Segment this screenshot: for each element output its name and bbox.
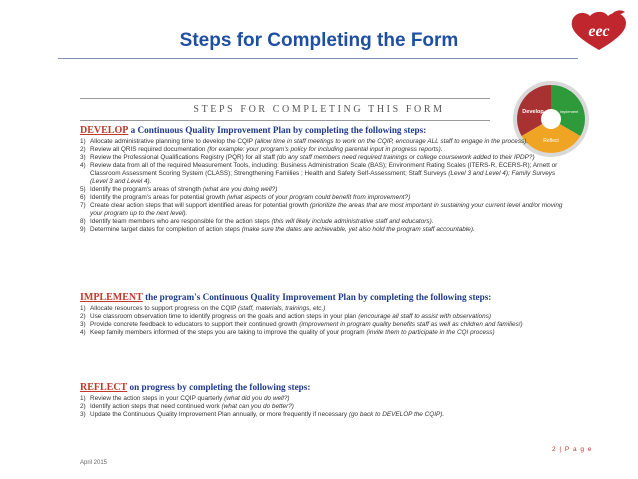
step-item (80, 218, 570, 226)
cycle-reflect-label: Reflect (543, 138, 559, 144)
slide-title: Steps for Completing the Form (179, 30, 459, 51)
step-number: 3) (80, 321, 86, 328)
implement-keyword: IMPLEMENT (80, 292, 143, 303)
step-item (80, 226, 570, 234)
step-item (80, 202, 570, 218)
step-item (80, 305, 570, 313)
step-number: 2) (80, 403, 86, 410)
step-item (80, 186, 570, 194)
step-item (80, 395, 570, 403)
step-text: Provide concrete feedback to educators to support their continued growth (90, 321, 300, 328)
step-item (80, 411, 570, 419)
step-number: 9) (80, 226, 86, 233)
step-text: Create clear action steps that will support identified areas for potential growth (90, 202, 310, 209)
step-note: (what did you do well?) (224, 395, 290, 402)
step-item (80, 329, 570, 337)
step-text: Identify the program's areas for potential growth (90, 194, 227, 201)
document-page (66, 90, 593, 470)
step-note: (go back to DEVELOP the CQIP). (348, 411, 445, 418)
step-number: 1) (80, 395, 86, 402)
reflect-section-heading (80, 382, 310, 393)
step-item (80, 321, 570, 329)
step-text: Allocate resources to support progress on the CQIP (90, 305, 239, 312)
cycle-develop-label: Develop (522, 109, 544, 115)
implement-steps-list (80, 305, 570, 337)
reflect-heading-text: on progress by completing the following steps: (127, 382, 311, 392)
step-text: Review the Professional Qualifications Registry (PQR) for all staff (90, 154, 277, 161)
step-item (80, 154, 570, 162)
step-note: (this will likely include administrative staff and educators). (271, 218, 434, 225)
doc-top-rule (80, 98, 490, 99)
develop-section-heading (80, 125, 426, 136)
step-note: (prioritize the areas that are most important in sustaining your current level and/or moving your program up to the next level). (90, 202, 563, 217)
step-text: Keep family members informed of the steps you are taking to improve the quality of your program (90, 329, 367, 336)
step-number: 5) (80, 186, 86, 193)
step-text: Determine target dates for completion of action steps (90, 226, 242, 233)
step-number: 2) (80, 313, 86, 320)
step-note: (improvement in program quality benefits staff as well as children and families!) (299, 321, 523, 328)
implement-heading-text: the program's Continuous Quality Improvement Plan by completing the following steps: (142, 292, 492, 302)
step-text: Review all QRIS required documentation (90, 146, 208, 153)
doc-heading: STEPS FOR COMPLETING THIS FORM (193, 104, 445, 115)
reflect-keyword: REFLECT (80, 382, 128, 393)
step-note: (allow time in staff meetings to work on the CQIP, encourage ALL staff to engage in the process). (254, 138, 529, 145)
develop-steps-list (80, 138, 570, 234)
develop-heading-text: a Continuous Quality Improvement Plan by completing the following steps: (128, 125, 427, 135)
step-note: (what can you do better?) (221, 403, 294, 410)
doc-heading-rule (80, 120, 490, 121)
eec-logo (568, 8, 630, 52)
step-note: (what are you doing well?) (202, 186, 278, 193)
step-number: 3) (80, 411, 86, 418)
implement-section-heading (80, 292, 491, 303)
step-number: 6) (80, 194, 86, 201)
step-text: Identify team members who are responsible for the action steps (90, 218, 272, 225)
step-number: 7) (80, 202, 86, 209)
document-date: April 2015 (80, 460, 108, 466)
step-number: 8) (80, 218, 86, 225)
title-divider (58, 58, 578, 59)
step-item (80, 146, 570, 154)
step-note: (Level 3 and Level 4); Family Surveys (Level 3 and Level 4). (90, 170, 556, 185)
step-number: 2) (80, 146, 86, 153)
step-text: Allocate administrative planning time to develop the CQIP (90, 138, 255, 145)
step-item (80, 138, 570, 146)
step-note: (make sure the dates are achievable, yet also hold the program staff accountable). (241, 226, 475, 233)
step-number: 4) (80, 162, 86, 169)
step-text: Identify action steps that need continued work (90, 403, 222, 410)
step-number: 4) (80, 329, 86, 336)
step-note: (what aspects of your program could benefit from improvement?) (226, 194, 411, 201)
step-note: (invite them to participate in the CQI process) (366, 329, 495, 336)
cycle-center (541, 109, 561, 129)
step-note: (encourage all staff to assist with observations) (358, 313, 492, 320)
step-number: 1) (80, 138, 86, 145)
reflect-steps-list (80, 395, 570, 419)
step-text: Use classroom observation time to identify progress on the goals and action steps in your plan (90, 313, 359, 320)
develop-keyword: DEVELOP (80, 125, 129, 136)
step-text: Review the action steps in your CQIP quarterly (90, 395, 225, 402)
step-text: Identify the program's areas of strength (90, 186, 203, 193)
step-number: 3) (80, 154, 86, 161)
step-item (80, 403, 570, 411)
step-note: (for example: your program's policy for including parental input in progress reports). (207, 146, 443, 153)
step-number: 1) (80, 305, 86, 312)
step-text: Review data from all of the required Measurement Tools, including: Business Administration Scale (BAS); Environment Rating Scales (ITERS-R, ECERS-R); Arnett or Classroom Assessment Scoring System (CLASS); Strengthening Families ; Health and Safety Self-Assessment; Staff Surveys (90, 162, 558, 177)
step-text: Update the Continuous Quality Improvement Plan annually, or more frequently if necessary (90, 411, 349, 418)
step-note: (do any staff members need required trainings or college coursework added to their IPDP?) (276, 154, 535, 161)
logo-text: eec (588, 23, 610, 40)
cycle-implement-label: Implement (559, 109, 579, 114)
step-item (80, 313, 570, 321)
step-item (80, 162, 570, 186)
page-number: 2 | P a g e (552, 446, 593, 453)
step-item (80, 194, 570, 202)
step-note: (staff, materials, trainings, etc.) (238, 305, 326, 312)
